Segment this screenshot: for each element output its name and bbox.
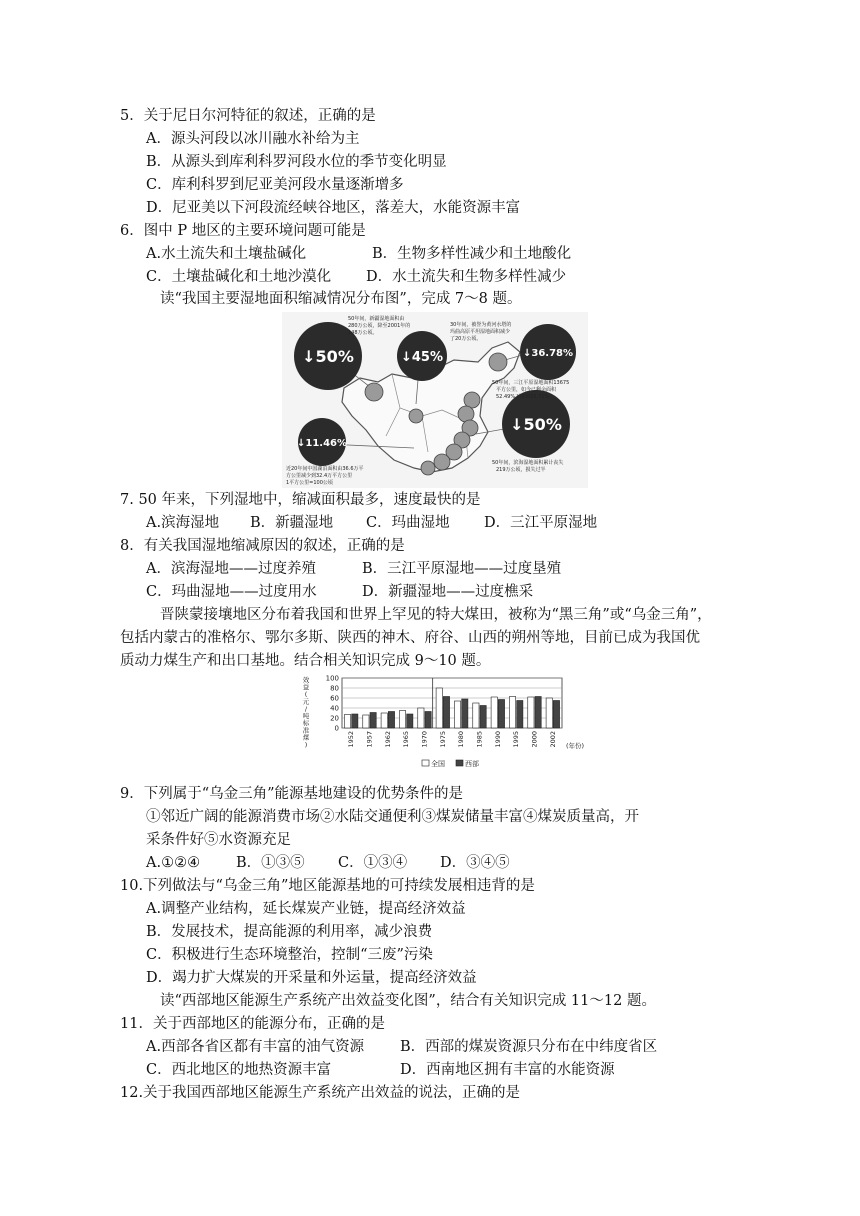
x-tick-label: 1990 [493,731,502,748]
bar-national [418,708,424,728]
q9-options-line2: 采条件好⑤水资源充足 [146,832,291,848]
note-maqu-2: 玛曲高原平坦湿地面积减少 [450,329,511,335]
q8-stem: 8．有关我国湿地缩减原因的叙述，正确的是 [120,538,405,554]
intro-11-12: 读“西部地区能源生产系统产出效益变化图”，结合有关知识完成 11～12 题。 [160,993,656,1009]
y-tick-label: 40 [330,704,339,713]
y-axis-label-char: 吨 [302,712,310,720]
bar-west [480,706,486,729]
x-tick-label: 1985 [475,731,484,748]
q9-option-a: A.①②④ [146,855,201,871]
q7-option-d: D．三江平原湿地 [484,515,598,531]
x-tick-label: 1970 [420,731,429,748]
q6-option-d: D．水土流失和生物多样性减少 [366,269,567,285]
y-axis-label-char: 标 [302,719,310,728]
bar-national [546,698,552,728]
q11-option-a: A.西部各省区都有丰富的油气资源 [146,1039,365,1055]
bar-national [436,688,442,728]
y-axis-label-char: ) [304,740,308,749]
note-china-3: 1平方公里=100公顷 [286,480,333,486]
q6-option-a: A.水土流失和土壤盐碱化 [146,246,307,262]
x-tick-label: 1980 [457,731,466,748]
legend-label: 西部 [465,760,479,768]
note-china-2: 方公里减少到32.4万平方公里 [286,473,353,479]
x-tick-label: 2002 [548,731,557,748]
q5-option-a: A．源头河段以冰川融水补给为主 [146,131,360,147]
y-axis-label-char: 准 [302,726,310,735]
q8-option-c: C．玛曲湿地——过度用水 [146,584,317,600]
q9-options-line1: ①邻近广阔的能源消费市场②水陆交通便利③煤炭储量丰富④煤炭质量高，开 [146,809,639,825]
q9-stem: 9．下列属于“乌金三角”能源基地建设的优势条件的是 [120,786,464,802]
q8-option-a: A．滨海湿地——过度养殖 [146,561,316,577]
q11-option-d: D．西南地区拥有丰富的水能资源 [400,1062,615,1078]
q9-option-c: C．①③④ [338,855,408,871]
bar-west [425,712,431,729]
q10-option-c: C．积极进行生态环境整治，控制“三废”污染 [146,947,433,963]
passage-9-10-line3: 质动力煤生产和出口基地。结合相关知识完成 9～10 题。 [120,653,491,669]
passage-9-10-line2: 包括内蒙古的准格尔、鄂尔多斯、陕西的神木、府谷、山西的朔州等地，目前已成为我国优 [120,630,700,646]
q5-stem: 5．关于尼日尔河特征的叙述，正确的是 [120,108,376,124]
y-axis-label-char: 元 [302,697,310,706]
bar-national [381,713,387,728]
bar-national [399,711,405,729]
note-coastal-2: 219万公顷，损失过半 [496,467,546,473]
q11-option-b: B．西部的煤炭资源只分布在中纬度省区 [400,1039,658,1055]
bar-west [517,701,523,729]
note-xinjiang-1: 50年间，新疆湿地面积由 [348,316,405,322]
note-maqu-3: 了20万公顷。 [450,336,482,342]
note-china-1: 近20年间中国湖泊面积由36.6万平 [286,466,364,472]
q5-option-b: B．从源头到库利科罗河段水位的季节变化明显 [146,154,447,170]
bar-national [473,703,479,728]
bar-west [370,713,376,729]
y-axis-label-char: 效 [302,676,310,684]
bar-west [388,712,394,729]
q9-option-d: D．③④⑤ [440,855,510,871]
q10-option-a: A.调整产业结构，延长煤炭产业链，提高经济效益 [146,901,466,917]
q10-option-b: B．发展技术，提高能源的利用率，减少浪费 [146,924,433,940]
pct-china: ↓11.46% [296,438,348,449]
bar-national [344,715,350,729]
legend-label: 全国 [431,760,445,768]
y-tick-label: 60 [330,694,339,703]
x-tick-label: 2000 [530,731,539,748]
pct-coastal: ↓50% [510,415,562,434]
legend-swatch [456,760,463,766]
bar-west [553,701,559,729]
x-tick-label: 1957 [365,731,374,748]
q10-stem: 10.下列做法与“乌金三角”地区能源基地的可持续发展相违背的是 [120,878,535,894]
q11-option-c: C．西北地区的地热资源丰富 [146,1062,332,1078]
q11-stem: 11．关于西部地区的能源分布，正确的是 [120,1016,385,1032]
y-tick-label: 20 [330,714,339,723]
x-tick-label: 1952 [347,731,356,748]
q7-option-b: B．新疆湿地 [250,515,334,531]
benefit-bar-chart [300,674,588,774]
x-tick-label: 1965 [402,731,411,748]
q5-option-d: D．尼亚美以下河段流经峡谷地区，落差大，水能资源丰富 [146,200,521,216]
q8-option-d: D．新疆湿地——过度樵采 [362,584,534,600]
y-tick-label: 0 [334,724,339,733]
bar-national [509,697,515,729]
x-tick-label: 1995 [512,731,521,748]
q5-option-c: C．库利科罗到尼亚美河段水量逐渐增多 [146,177,404,193]
q6-option-c: C．土壤盐碱化和土地沙漠化 [146,269,332,285]
note-xinjiang-3: 148万公顷。 [348,330,378,336]
wetland-map-figure [282,312,588,488]
note-maqu-1: 30年间，被誉为黄河水塔的 [450,322,512,328]
note-sanjiang-1: 50年间，三江平原湿地面积13675 [492,380,570,386]
note-sanjiang-3: 52.49%下降到15.71% [496,394,550,400]
bar-west [498,700,504,729]
q6-stem: 6．图中 P 地区的主要环境问题可能是 [120,223,366,239]
intro-7-8: 读“我国主要湿地面积缩减情况分布图”，完成 7～8 题。 [160,291,522,307]
note-sanjiang-2: 平方公里，如今已剩余面积 [496,387,557,393]
x-axis-label: (年份) [566,742,585,750]
q7-stem: 7. 50 年来，下列湿地中，缩减面积最多，速度最快的是 [120,492,481,508]
q10-option-d: D．竭力扩大煤炭的开采量和外运量，提高经济效益 [146,970,477,986]
bar-west [407,714,413,728]
bar-west [535,697,541,729]
x-tick-label: 1962 [383,731,392,748]
x-tick-label: 1975 [438,731,447,748]
q9-option-b: B．①③⑤ [236,855,305,871]
bar-west [443,697,449,729]
y-axis-label-char: ( [304,690,308,699]
bar-national [454,701,460,728]
pct-maqu: ↓45% [400,350,444,365]
bar-national [363,715,369,728]
y-axis-label-char: / [304,704,308,713]
note-xinjiang-2: 280万公顷，降至2001年的 [348,323,411,329]
q6-option-b: B．生物多样性减少和土地酸化 [372,246,572,262]
y-tick-label: 80 [330,684,339,693]
pct-sanjiang: ↓36.78% [522,348,574,359]
q7-option-a: A.滨海湿地 [146,515,220,531]
pct-xinjiang: ↓50% [302,347,354,366]
y-tick-label: 100 [325,674,339,683]
note-coastal-1: 50年间，滨海湿地面积累计丧失 [492,460,564,466]
q7-option-c: C．玛曲湿地 [366,515,450,531]
legend-swatch [422,760,429,766]
passage-9-10-line1: 晋陕蒙接壤地区分布着我国和世界上罕见的特大煤田，被称为“黑三角”或“乌金三角”， [160,607,712,623]
bar-national [491,697,497,728]
q12-stem: 12.关于我国西部地区能源生产系统产出效益的说法，正确的是 [120,1085,521,1101]
y-axis-label-char: 益 [302,683,310,692]
bar-national [528,697,534,728]
bar-west [462,699,468,728]
q8-option-b: B．三江平原湿地——过度垦殖 [362,561,562,577]
bar-west [352,714,358,728]
y-axis-label-char: 煤 [302,733,310,742]
